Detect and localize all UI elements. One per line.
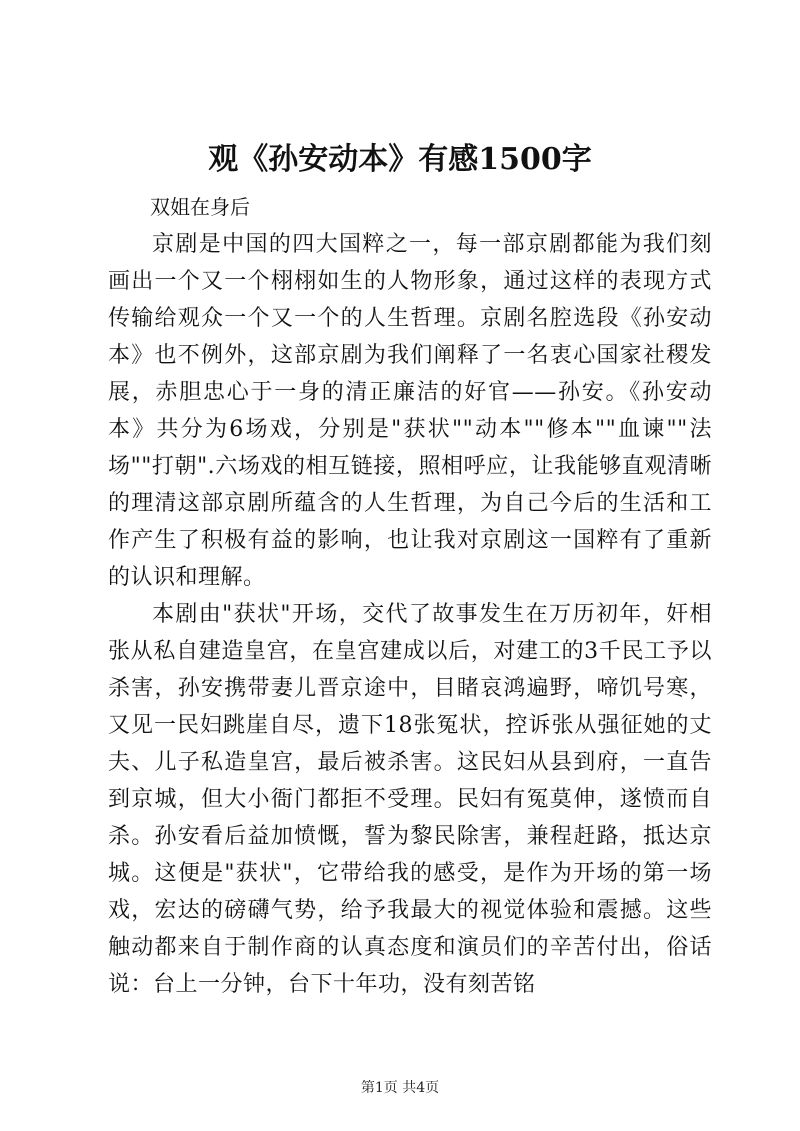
paragraph: 京剧是中国的四大国粹之一，每一部京剧都能为我们刻画出一个又一个栩栩如生的人物形象，通过这样的表现方式传输给观众一个又一个的人生哲理。京剧名腔选段《孙安动本》也不例外，这部京剧为我们阐释了一名衷心国家社稷发展，赤胆忠心于一身的清正廉洁的好官——孙安。《孙安动本》共分为6场戏，分别是"获状""动本""修本""血谏""法场""打朝".六场戏的相互链接，照相呼应，让我能够直观清晰的理清这部京剧所蕴含的人生哲理，为自己今后的生活和工作产生了积极有益的影响，也让我对京剧这一国粹有了重新的认识和理解。 [108,232,712,590]
document-body [108,226,712,1003]
paragraph: 本剧由"获状"开场，交代了故事发生在万历初年，奸相张从私自建造皇宫，在皇宫建成以后，对建工的3千民工予以杀害，孙安携带妻儿晋京途中，目睹哀鸿遍野，啼饥号寒，又见一民妇跳崖自尽，遗下18张冤状，控诉张从强征她的丈夫、儿子私造皇宫，最后被杀害。这民妇从县到府，一直告到京城，但大小衙门都拒不受理。民妇有冤莫伸，遂愤而自杀。孙安看后益加愤慨，誓为黎民除害，兼程赶路，抵达京城。这便是"获状"，它带给我的感受，是作为开场的第一场戏，宏达的磅礴气势，给予我最大的视觉体验和震撼。这些触动都来自于制作商的认真态度和演员们的辛苦付出，俗话说：台上一分钟，台下十年功，没有刻苦铭 [108,602,712,997]
page-number: 第1页 共4页 [360,1080,440,1096]
author-name: 双姐在身后 [150,195,250,219]
document-title: 观《孙安动本》有感1500字 [208,142,592,177]
